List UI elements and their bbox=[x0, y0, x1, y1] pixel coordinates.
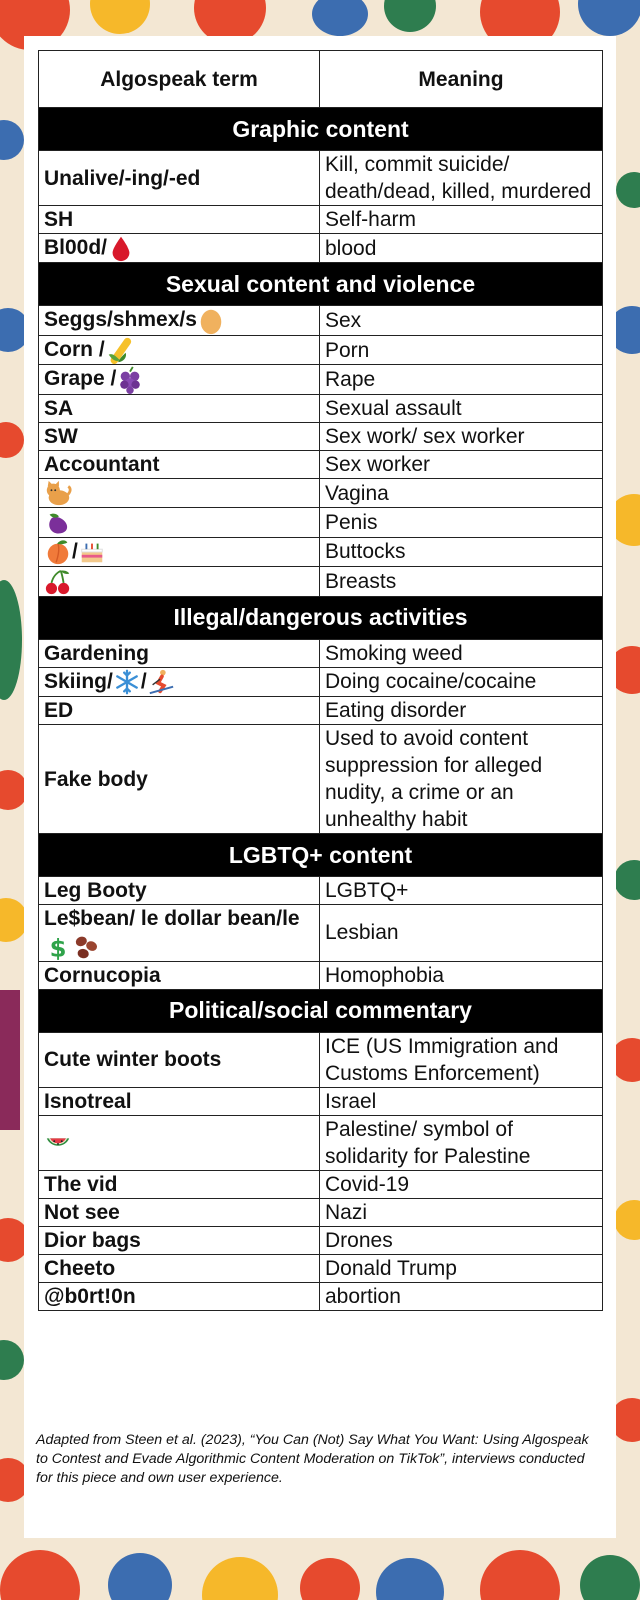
meaning-cell: LGBTQ+ bbox=[320, 877, 603, 905]
term-text: Grape / bbox=[44, 367, 117, 391]
meaning-cell: abortion bbox=[320, 1282, 603, 1310]
table-row bbox=[39, 450, 603, 478]
table-row bbox=[39, 151, 603, 206]
term-cell bbox=[39, 877, 320, 905]
cat-icon bbox=[44, 479, 72, 507]
meaning-cell: Kill, commit suicide/ death/dead, killed, murdered bbox=[320, 151, 603, 206]
meaning-cell: ICE (US Immigration and Customs Enforcement) bbox=[320, 1032, 603, 1087]
meaning-cell: Homophobia bbox=[320, 961, 603, 989]
section-title: LGBTQ+ content bbox=[39, 834, 603, 877]
table-row bbox=[39, 478, 603, 507]
term-text: SH bbox=[44, 208, 74, 231]
term-text: Accountant bbox=[44, 452, 160, 476]
term-cell bbox=[39, 1087, 320, 1115]
table-row bbox=[39, 667, 603, 696]
meaning-cell: Porn bbox=[320, 335, 603, 364]
table-row bbox=[39, 537, 603, 566]
term-text: Cheeto bbox=[44, 1256, 116, 1280]
algospeak-table bbox=[38, 50, 603, 1311]
section-header-row bbox=[39, 989, 603, 1032]
term-text: Dior bags bbox=[44, 1228, 141, 1252]
term-text: SA bbox=[44, 396, 74, 420]
term-cell bbox=[39, 508, 320, 537]
table-row bbox=[39, 639, 603, 667]
watermelon-icon bbox=[44, 1129, 72, 1157]
term-text: Isnotreal bbox=[44, 1089, 132, 1113]
skier-icon bbox=[147, 668, 175, 696]
term-cell bbox=[39, 422, 320, 450]
table-row bbox=[39, 1282, 603, 1310]
term-text: ED bbox=[44, 699, 74, 723]
term-text: Gardening bbox=[44, 641, 150, 665]
term-cell bbox=[39, 725, 320, 834]
meaning-cell: Buttocks bbox=[320, 537, 603, 566]
table-row bbox=[39, 905, 603, 961]
term-text: Cute winter boots bbox=[44, 1048, 222, 1072]
meaning-cell: Doing cocaine/cocaine bbox=[320, 667, 603, 696]
term-text: Seggs/shmex/s bbox=[44, 308, 197, 332]
section-title: Graphic content bbox=[39, 108, 603, 151]
meaning-cell: Donald Trump bbox=[320, 1254, 603, 1282]
term-cell bbox=[39, 1115, 320, 1170]
table-row bbox=[39, 1254, 603, 1282]
table-row bbox=[39, 335, 603, 364]
term-cell bbox=[39, 961, 320, 989]
term-text: Corn / bbox=[44, 337, 105, 361]
section-title: Political/social commentary bbox=[39, 989, 603, 1032]
algospeak-card bbox=[24, 36, 616, 1538]
term-cell bbox=[39, 306, 320, 335]
term-cell bbox=[39, 206, 320, 234]
meaning-cell: Smoking weed bbox=[320, 639, 603, 667]
egg-icon bbox=[197, 307, 225, 335]
term-text: Le$bean/ le dollar bean/le bbox=[44, 907, 300, 931]
term-cell bbox=[39, 478, 320, 507]
term-cell bbox=[39, 1032, 320, 1087]
term-cell: Skiing/ / bbox=[39, 667, 320, 696]
term-cell bbox=[39, 365, 320, 394]
term-text: Leg Booty bbox=[44, 879, 147, 903]
section-header-row bbox=[39, 263, 603, 306]
table-row bbox=[39, 1198, 603, 1226]
table-row bbox=[39, 1032, 603, 1087]
section-title: Illegal/dangerous activities bbox=[39, 596, 603, 639]
grapes-icon bbox=[116, 366, 144, 394]
section-header-row bbox=[39, 596, 603, 639]
cake-icon bbox=[78, 538, 106, 566]
meaning-cell: Lesbian bbox=[320, 905, 603, 961]
term-text: Not see bbox=[44, 1200, 120, 1224]
term-cell bbox=[39, 1170, 320, 1198]
table-row bbox=[39, 725, 603, 834]
table-row bbox=[39, 961, 603, 989]
term-cell bbox=[39, 335, 320, 364]
term-text: Fake body bbox=[44, 767, 148, 791]
term-cell bbox=[39, 450, 320, 478]
meaning-cell: Sexual assault bbox=[320, 394, 603, 422]
meaning-cell: Used to avoid content suppression for alleged nudity, a crime or an unhealthy habit bbox=[320, 725, 603, 834]
section-header-row bbox=[39, 834, 603, 877]
table-row bbox=[39, 206, 603, 234]
term-cell bbox=[39, 1198, 320, 1226]
term-cell bbox=[39, 1282, 320, 1310]
term-cell bbox=[39, 1254, 320, 1282]
meaning-cell: Sex bbox=[320, 306, 603, 335]
term-text: Unalive/-ing/-ed bbox=[44, 166, 201, 190]
term-text: Cornucopia bbox=[44, 963, 161, 987]
dollar-icon bbox=[44, 933, 72, 961]
meaning-cell: blood bbox=[320, 234, 603, 263]
term-text: The vid bbox=[44, 1172, 118, 1196]
meaning-cell: Drones bbox=[320, 1226, 603, 1254]
meaning-cell: Eating disorder bbox=[320, 697, 603, 725]
term-cell bbox=[39, 697, 320, 725]
table-row bbox=[39, 365, 603, 394]
meaning-cell: Penis bbox=[320, 508, 603, 537]
meaning-cell: Sex worker bbox=[320, 450, 603, 478]
header-meaning: Meaning bbox=[320, 51, 603, 108]
blood-drop-icon bbox=[107, 234, 135, 262]
beans-icon bbox=[72, 933, 100, 961]
term-cell bbox=[39, 567, 320, 596]
meaning-cell: Sex work/ sex worker bbox=[320, 422, 603, 450]
term-cell: / bbox=[39, 537, 320, 566]
cherries-icon bbox=[44, 568, 72, 596]
header-term: Algospeak term bbox=[39, 51, 320, 108]
table-row bbox=[39, 697, 603, 725]
meaning-cell: Breasts bbox=[320, 567, 603, 596]
meaning-cell: Covid-19 bbox=[320, 1170, 603, 1198]
meaning-cell: Palestine/ symbol of solidarity for Palestine bbox=[320, 1115, 603, 1170]
term-text: Skiing/ bbox=[44, 669, 113, 693]
peach-icon bbox=[44, 538, 72, 566]
term-cell bbox=[39, 1226, 320, 1254]
term-cell bbox=[39, 639, 320, 667]
term-cell bbox=[39, 151, 320, 206]
table-row bbox=[39, 508, 603, 537]
table-row bbox=[39, 877, 603, 905]
meaning-cell: Vagina bbox=[320, 478, 603, 507]
table-row bbox=[39, 567, 603, 596]
table-row bbox=[39, 1170, 603, 1198]
svg-text:$: $ bbox=[49, 932, 67, 961]
table-row bbox=[39, 394, 603, 422]
term-cell bbox=[39, 905, 320, 961]
table-row bbox=[39, 1115, 603, 1170]
term-cell bbox=[39, 394, 320, 422]
snowflake-icon bbox=[113, 668, 141, 696]
term-text: Bl00d/ bbox=[44, 236, 108, 259]
section-header-row bbox=[39, 108, 603, 151]
table-row bbox=[39, 422, 603, 450]
section-title: Sexual content and violence bbox=[39, 263, 603, 306]
meaning-cell: Rape bbox=[320, 365, 603, 394]
term-text: @b0rt!0n bbox=[44, 1284, 136, 1308]
eggplant-icon bbox=[44, 509, 72, 537]
corn-icon bbox=[105, 336, 133, 364]
meaning-cell: Israel bbox=[320, 1087, 603, 1115]
table-row bbox=[39, 1087, 603, 1115]
source-footnote: Adapted from Steen et al. (2023), “You Can (Not) Say What You Want: Using Algospeak to Contest and Evade Algorithmic Content Moderation on TikTok”, interviews conducted for this piece and own user experience. bbox=[36, 1432, 589, 1486]
table-row bbox=[39, 234, 603, 263]
meaning-cell: Nazi bbox=[320, 1198, 603, 1226]
table-row bbox=[39, 1226, 603, 1254]
table-row bbox=[39, 306, 603, 335]
term-cell bbox=[39, 234, 320, 263]
meaning-cell: Self-harm bbox=[320, 206, 603, 234]
term-text: SW bbox=[44, 424, 78, 448]
